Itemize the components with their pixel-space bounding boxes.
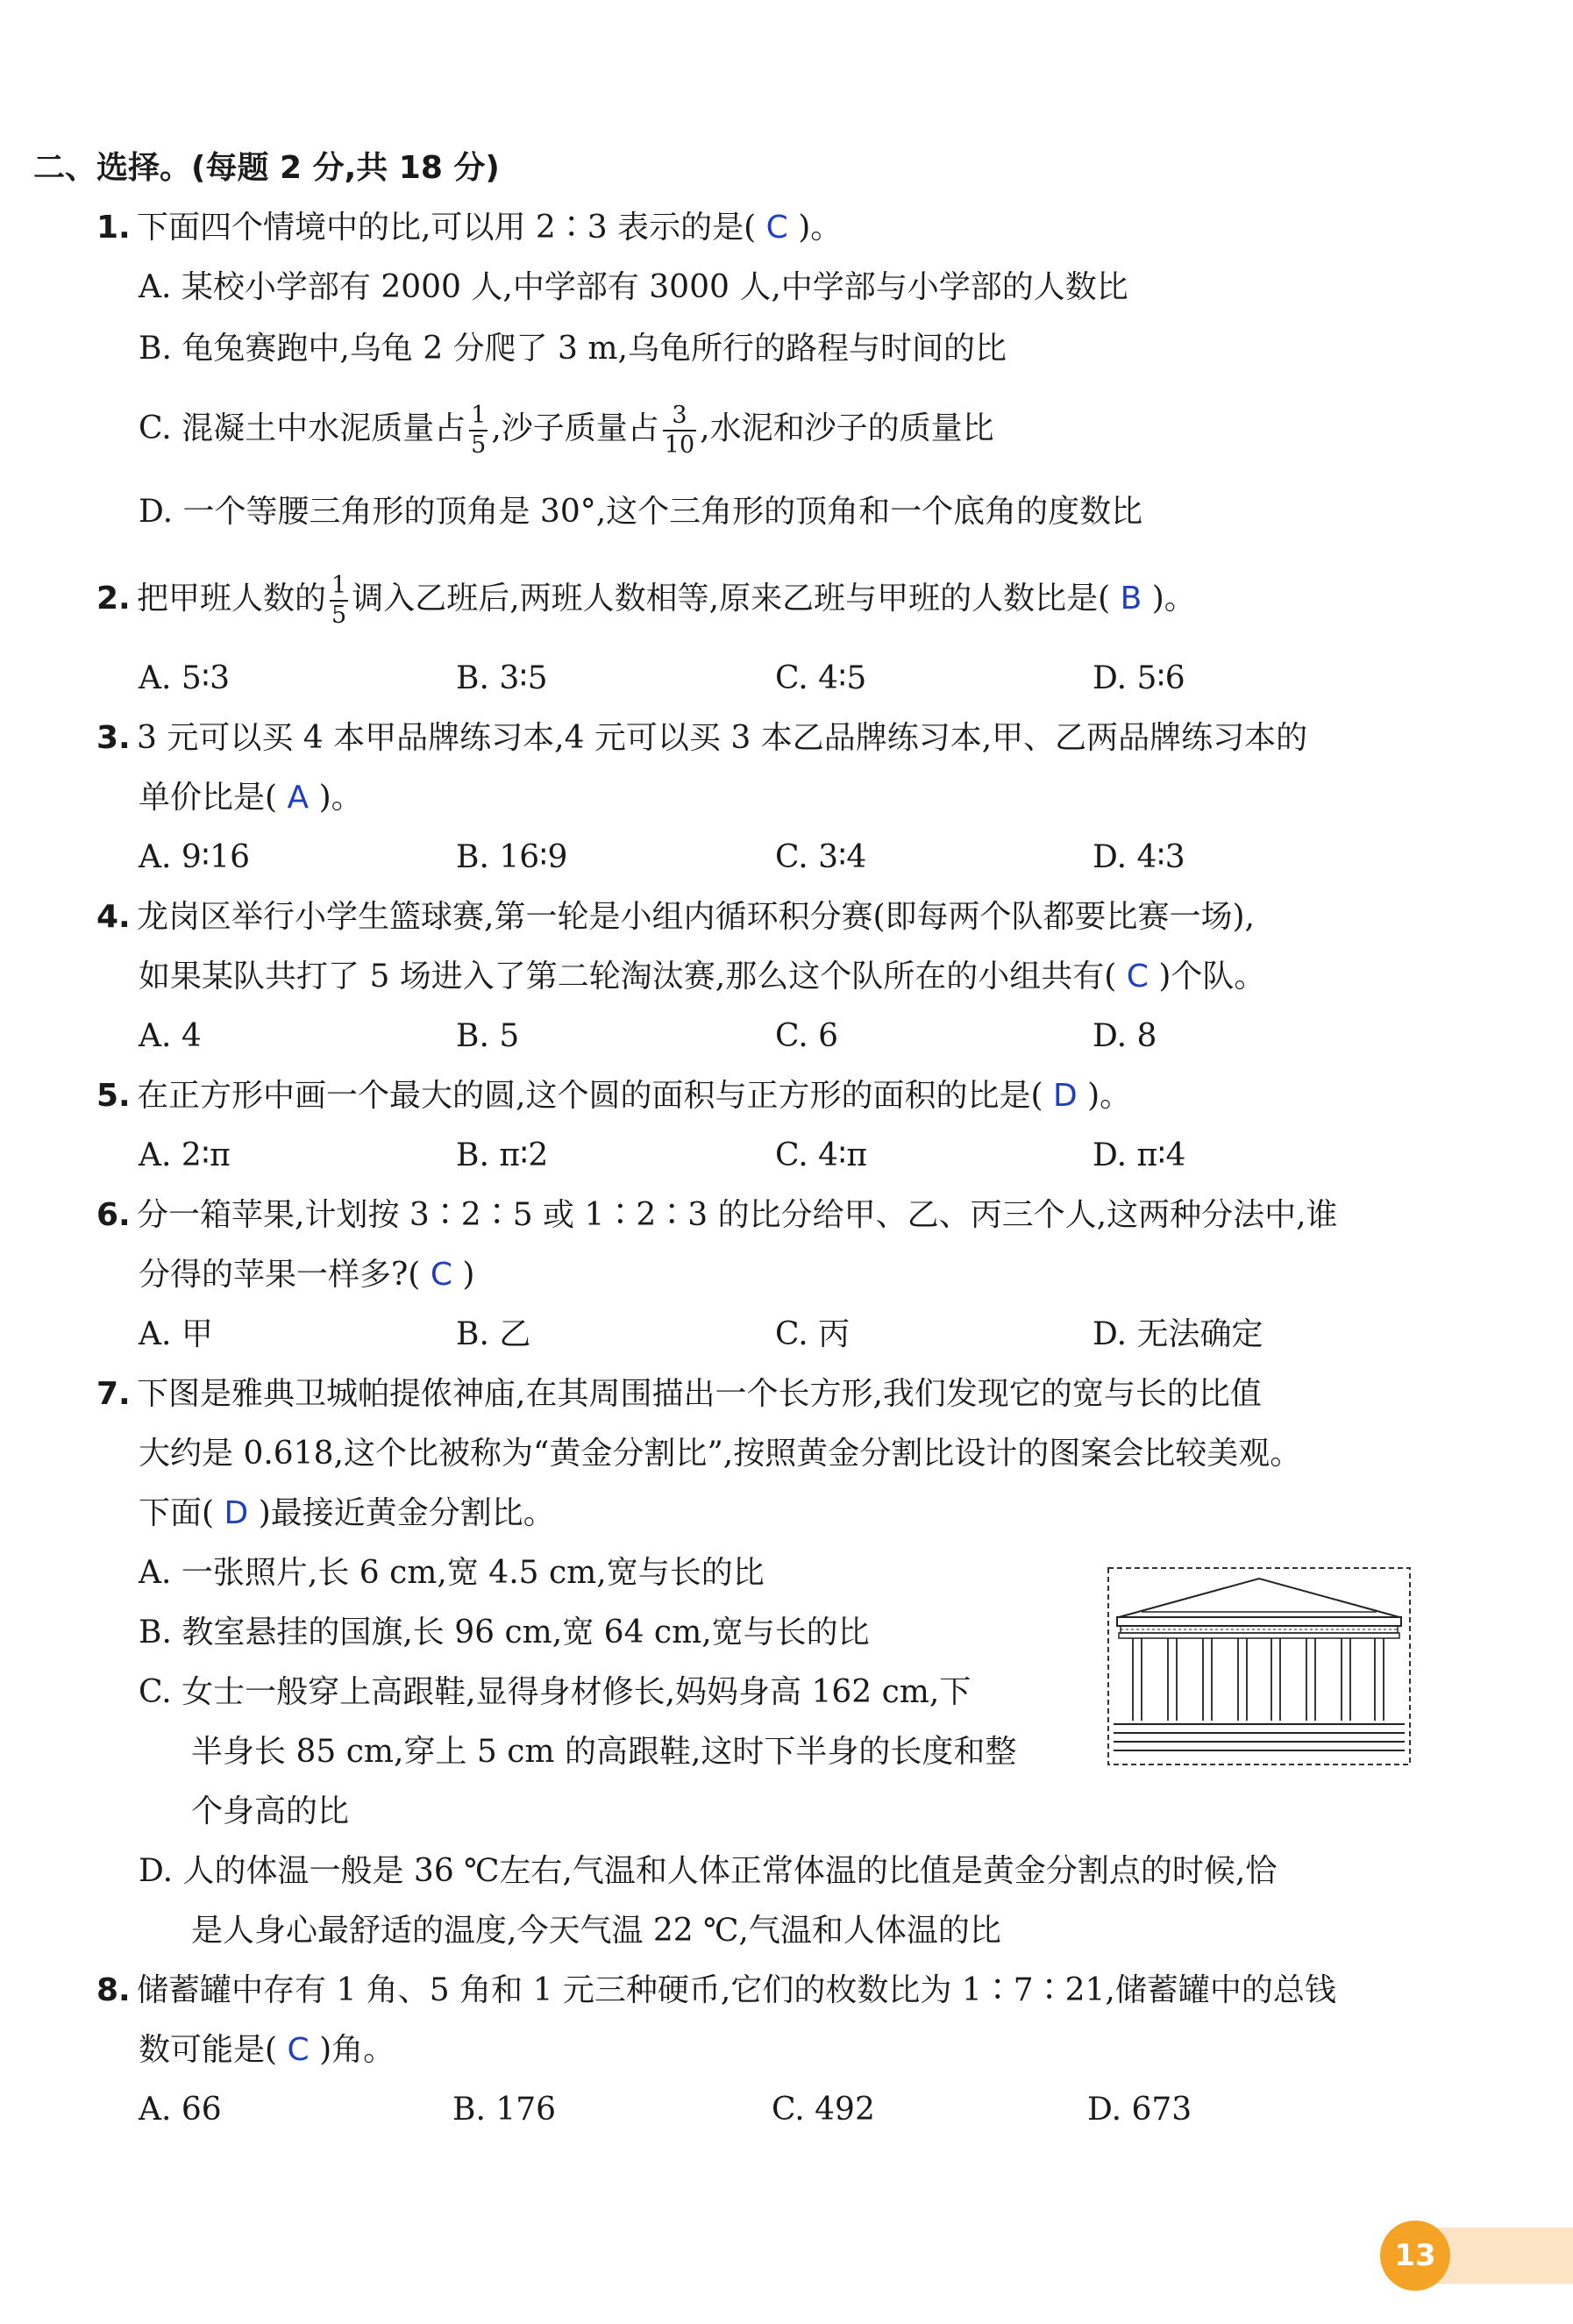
question-number: 1. xyxy=(96,210,131,246)
q7-option-c-line3: 个身高的比 xyxy=(191,1793,350,1829)
stem-text: 储蓄罐中存有 1 角、5 角和 1 元三种硬币,它们的枚数比为 1∶7∶21,储蓄罐中的总钱 xyxy=(137,1972,1336,2008)
answer-mark: A xyxy=(287,780,310,816)
fraction-numerator: 1 xyxy=(330,572,348,602)
q6-option-c: C. 丙 xyxy=(775,1316,851,1352)
question-number: 6. xyxy=(96,1197,131,1233)
question-3-stem-line2 xyxy=(139,777,363,819)
stem-text: 下面四个情境中的比,可以用 2∶3 表示的是( xyxy=(137,210,757,246)
stem-text: )。 xyxy=(318,780,363,816)
q4-option-c: C. 6 xyxy=(775,1018,839,1054)
page-number-badge: 13 xyxy=(1380,2221,1450,2291)
q8-option-b: B. 176 xyxy=(452,2092,557,2128)
q1-option-a: A. 某校小学部有 2000 人,中学部有 3000 人,中学部与小学部的人数比 xyxy=(139,269,1128,305)
q5-option-c: C. 4∶π xyxy=(775,1137,868,1173)
question-1-stem xyxy=(96,207,842,249)
stem-text: 龙岗区举行小学生篮球赛,第一轮是小组内循环积分赛(即每两个队都要比赛一场), xyxy=(137,899,1255,935)
q8-option-a: A. 66 xyxy=(139,2092,222,2128)
stem-text: 在正方形中画一个最大的圆,这个圆的面积与正方形的面积的比是( xyxy=(137,1078,1043,1114)
stem-text: 分得的苹果一样多?( xyxy=(139,1257,421,1293)
q2-option-b: B. 3∶5 xyxy=(456,660,548,696)
fraction-denominator: 5 xyxy=(471,431,487,459)
q7-option-b: B. 教室悬挂的国旗,长 96 cm,宽 64 cm,宽与长的比 xyxy=(139,1615,870,1650)
parthenon-illustration xyxy=(1107,1566,1412,1766)
answer-mark: B xyxy=(1120,581,1142,617)
q3-option-a: A. 9∶16 xyxy=(139,839,250,875)
answer-mark: D xyxy=(1052,1078,1078,1114)
stem-text: )角。 xyxy=(319,2032,395,2068)
stem-text: )个队。 xyxy=(1158,959,1266,994)
answer-mark: C xyxy=(1126,959,1149,994)
fraction-numerator: 3 xyxy=(663,402,696,431)
q7-option-a: A. 一张照片,长 6 cm,宽 4.5 cm,宽与长的比 xyxy=(139,1555,765,1591)
question-number: 3. xyxy=(96,720,131,756)
q8-option-c: C. 492 xyxy=(772,2092,875,2128)
answer-mark: C xyxy=(287,2032,310,2068)
answer-mark: C xyxy=(765,210,788,246)
answer-mark: D xyxy=(224,1495,249,1531)
q7-option-d-line1: D. 人的体温一般是 36 ℃左右,气温和人体正常体温的比值是黄金分割点的时候,恰 xyxy=(139,1853,1278,1889)
section-title: 二、选择。(每题 2 分,共 18 分) xyxy=(33,150,500,186)
option-text: ,沙子质量占 xyxy=(491,410,659,446)
question-7-stem-line2: 大约是 0.618,这个比被称为“黄金分割比”,按照黄金分割比设计的图案会比较美观。 xyxy=(139,1436,1302,1472)
stem-text: 把甲班人数的 xyxy=(137,581,327,617)
q7-option-c-line1: C. 女士一般穿上高跟鞋,显得身材修长,妈妈身高 162 cm,下 xyxy=(139,1674,972,1710)
q2-option-c: C. 4∶5 xyxy=(775,660,867,696)
stem-text: 分一箱苹果,计划按 3∶2∶5 或 1∶2∶3 的比分给甲、乙、丙三个人,这两种分法中,谁 xyxy=(137,1197,1338,1233)
q2-option-d: D. 5∶6 xyxy=(1093,660,1185,696)
fraction-numerator: 1 xyxy=(469,402,488,431)
q1-option-d: D. 一个等腰三角形的顶角是 30°,这个三角形的顶角和一个底角的度数比 xyxy=(139,494,1143,530)
fraction-denominator: 5 xyxy=(331,602,347,629)
q2-option-a: A. 5∶3 xyxy=(139,660,231,696)
question-6-stem-line2 xyxy=(139,1254,474,1296)
fraction xyxy=(663,402,696,460)
stem-text: 如果某队共打了 5 场进入了第二轮淘汰赛,那么这个队所在的小组共有( xyxy=(139,959,1117,994)
q4-option-a: A. 4 xyxy=(139,1018,202,1054)
q5-option-a: A. 2∶π xyxy=(139,1137,231,1173)
question-6-stem-line1 xyxy=(96,1194,1338,1237)
q8-option-d: D. 673 xyxy=(1087,2092,1192,2128)
stem-text: ) xyxy=(462,1257,475,1293)
q6-option-b: B. 乙 xyxy=(456,1316,531,1352)
q3-option-b: B. 16∶9 xyxy=(456,839,568,875)
question-8-stem-line2 xyxy=(139,2029,395,2071)
q4-option-d: D. 8 xyxy=(1093,1018,1157,1054)
answer-mark: C xyxy=(430,1257,452,1293)
stem-text: 调入乙班后,两班人数相等,原来乙班与甲班的人数比是( xyxy=(352,581,1111,617)
question-number: 2. xyxy=(96,581,131,617)
q6-option-a: A. 甲 xyxy=(139,1316,213,1352)
fraction-denominator: 10 xyxy=(664,431,695,459)
option-text: ,水泥和沙子的质量比 xyxy=(700,410,994,446)
stem-text: )。 xyxy=(798,210,843,246)
question-number: 7. xyxy=(96,1376,131,1412)
question-5-stem xyxy=(96,1075,1131,1117)
question-3-stem-line1 xyxy=(96,717,1307,759)
q7-option-c-line2: 半身长 85 cm,穿上 5 cm 的高跟鞋,这时下半身的长度和整 xyxy=(191,1734,1017,1770)
question-4-stem-line2 xyxy=(139,956,1265,998)
q4-option-b: B. 5 xyxy=(456,1018,520,1054)
q1-option-b: B. 龟兔赛跑中,乌龟 2 分爬了 3 m,乌龟所行的路程与时间的比 xyxy=(139,331,1007,367)
question-4-stem-line1 xyxy=(96,896,1255,938)
stem-text: 下图是雅典卫城帕提侬神庙,在其周围描出一个长方形,我们发现它的宽与长的比值 xyxy=(137,1376,1262,1412)
stem-text: 单价比是( xyxy=(139,780,278,816)
q3-option-d: D. 4∶3 xyxy=(1093,839,1185,875)
question-8-stem-line1 xyxy=(96,1970,1336,2012)
stem-text: 下面( xyxy=(139,1495,215,1531)
q7-option-d-line2: 是人身心最舒适的温度,今天气温 22 ℃,气温和人体温的比 xyxy=(191,1913,1001,1949)
question-number: 8. xyxy=(96,1972,131,2008)
stem-text: 3 元可以买 4 本甲品牌练习本,4 元可以买 3 本乙品牌练习本,甲、乙两品牌练习本的 xyxy=(137,720,1308,756)
q3-option-c: C. 3∶4 xyxy=(775,839,867,875)
q5-option-d: D. π∶4 xyxy=(1093,1137,1186,1173)
stem-text: )。 xyxy=(1087,1078,1132,1114)
option-text: C. 混凝土中水泥质量占 xyxy=(139,410,466,446)
fraction xyxy=(469,402,488,460)
q1-option-c xyxy=(139,402,994,460)
question-2-stem xyxy=(96,572,1196,630)
stem-text: )最接近黄金分割比。 xyxy=(258,1495,555,1531)
stem-text: )。 xyxy=(1151,581,1196,617)
question-number: 5. xyxy=(96,1078,131,1114)
fraction xyxy=(330,572,348,630)
q5-option-b: B. π∶2 xyxy=(456,1137,549,1173)
stem-text: 数可能是( xyxy=(139,2032,278,2068)
question-7-stem-line3 xyxy=(139,1493,555,1535)
question-number: 4. xyxy=(96,899,131,935)
question-7-stem-line1 xyxy=(96,1373,1262,1415)
q6-option-d: D. 无法确定 xyxy=(1093,1316,1263,1352)
